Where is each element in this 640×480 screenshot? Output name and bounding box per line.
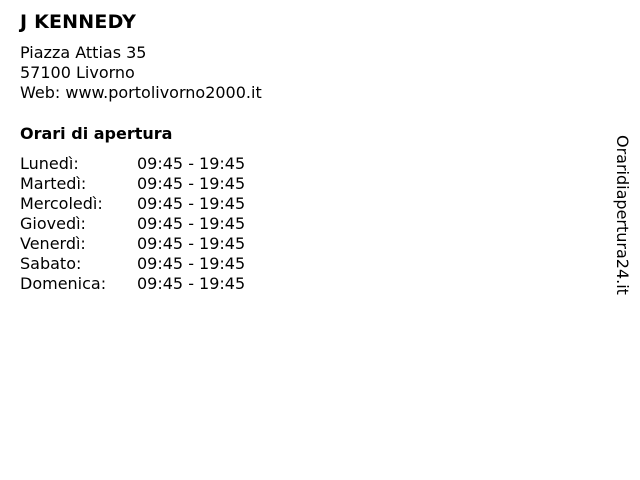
hours-row-saturday [20,254,245,274]
time-range: 09:45 - 19:45 [137,214,246,233]
day-label: Venerdì: [20,234,86,253]
hours-row-thursday [20,214,245,234]
opening-hours-table [20,154,245,294]
time-range: 09:45 - 19:45 [137,174,246,193]
site-watermark [612,135,632,307]
hours-row-monday [20,154,245,174]
day-label: Mercoledì: [20,194,103,213]
hours-row-tuesday [20,174,245,194]
day-label: Giovedì: [20,214,86,233]
hours-row-sunday [20,274,245,294]
address-street: Piazza Attias 35 [20,43,147,62]
day-label: Sabato: [20,254,82,273]
opening-hours-heading: Orari di apertura [20,124,173,143]
time-range: 09:45 - 19:45 [137,194,246,213]
watermark-text: Oraridiapertura24.it [613,135,632,295]
address-city: 57100 Livorno [20,63,135,82]
business-address [20,43,262,103]
business-name: J KENNEDY [20,11,137,33]
time-range: 09:45 - 19:45 [137,274,246,293]
hours-row-wednesday [20,194,245,214]
hours-row-friday [20,234,245,254]
day-label: Lunedì: [20,154,79,173]
day-label: Martedì: [20,174,87,193]
day-label: Domenica: [20,274,107,293]
time-range: 09:45 - 19:45 [137,154,246,173]
time-range: 09:45 - 19:45 [137,234,246,253]
time-range: 09:45 - 19:45 [137,254,246,273]
website-link[interactable]: Web: www.portolivorno2000.it [20,83,262,102]
